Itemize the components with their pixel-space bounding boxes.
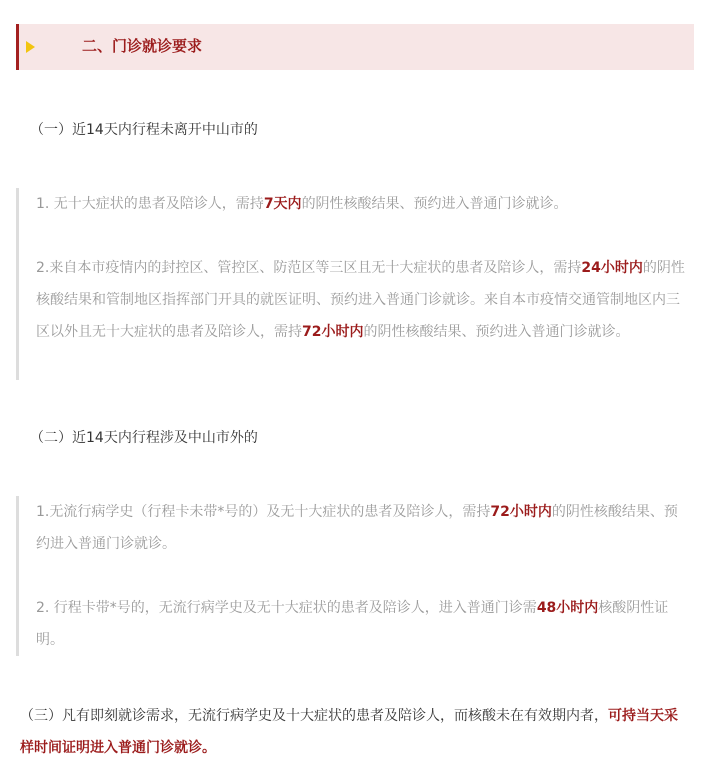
triangle-bullet-icon	[26, 41, 35, 53]
group1-heading: （一）近14天内行程未离开中山市的	[30, 122, 258, 138]
group2-quote-block	[16, 496, 696, 656]
group1-item1: 1. 无十大症状的患者及陪诊人，需持7天内的阴性核酸结果、预约进入普通门诊就诊。	[36, 196, 568, 212]
group1-item2: 2.来自本市疫情内的封控区、管控区、防范区等三区且无十大症状的患者及陪诊人，需持24小时内的阴性核酸结果和管制地区指挥部门开具的就医证明、预约进入普通门诊就诊。来自本市疫情交通管制地区内三区以外且无十大症状的患者及陪诊人，需持72小时内的阴性核酸结果、预约进入普通门诊就诊。	[36, 260, 685, 340]
group2-heading: （二）近14天内行程涉及中山市外的	[30, 430, 258, 446]
group2-item2: 2. 行程卡带*号的，无流行病学史及无十大症状的患者及陪诊人，进入普通门诊需48小时内核酸阴性证明。	[36, 600, 669, 648]
group2-item1: 1.无流行病学史（行程卡未带*号的）及无十大症状的患者及陪诊人，需持72小时内的阴性核酸结果、预约进入普通门诊就诊。	[36, 504, 678, 552]
section-header	[16, 24, 694, 70]
group3-paragraph: （三）凡有即刻就诊需求，无流行病学史及十大症状的患者及陪诊人，而核酸未在有效期内者，可持当天采样时间证明进入普通门诊就诊。	[20, 708, 678, 756]
section-title: 二、门诊就诊要求	[82, 37, 203, 55]
highlight-24hours: 24小时内	[581, 260, 643, 276]
highlight-48hours: 48小时内	[536, 600, 599, 616]
highlight-7days: 7天内	[263, 196, 302, 212]
highlight-same-day: 可持当天采样时间证明进入普通门诊就诊。	[20, 708, 678, 756]
group1-quote-block	[16, 188, 696, 380]
highlight-72hours: 72小时内	[302, 324, 364, 340]
highlight-72hours-2: 72小时内	[490, 504, 552, 520]
